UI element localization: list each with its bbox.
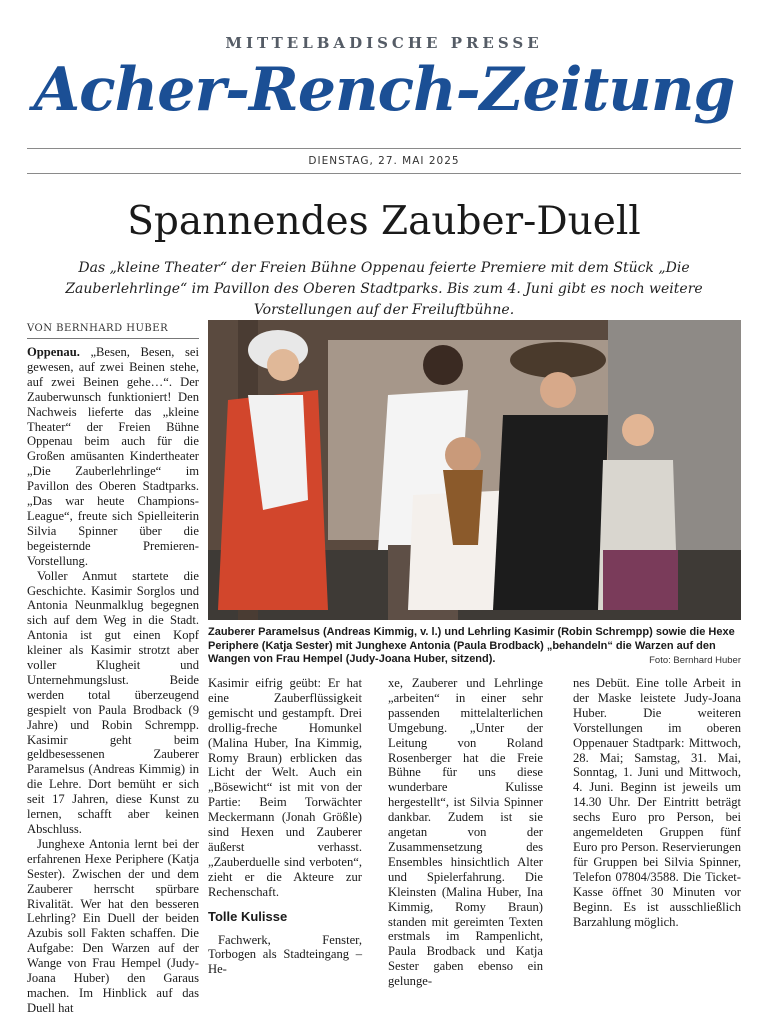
photo-credit: Foto: Bernhard Huber	[649, 655, 741, 666]
article-photo	[208, 320, 741, 620]
stage-scene-illustration	[208, 320, 741, 620]
paragraph-3: Junghexe Antonia lernt bei der erfahrenen Hexe Periphere (Katja Sester). Zwischen der und dem Zauberer herrscht spürbare Rivalität. Wer hat den besseren Lehrling? Ein Duell der beiden Azubis soll Fakten schaffen. Die Aufgabe: Den Warzen auf der Wange von Frau Hempel (Judy-Joana Huber) den Garaus machen. Im Hinblick auf das Duell hat	[27, 836, 199, 1015]
article-column-4	[573, 676, 741, 929]
article-column-1	[27, 345, 199, 1015]
article-column-3	[388, 676, 543, 989]
paragraph-1	[27, 345, 199, 569]
masthead-subtitle: MITTELBADISCHE PRESSE	[225, 34, 543, 52]
dateline: Oppenau.	[27, 345, 80, 359]
paragraph-4: Kasimir eifrig geübt: Er hat eine Zauberflüssigkeit gemischt und gestampft. Drei drollig-freche Homunkel (Malina Huber, Ina Kimmig, Romy Braun) erblicken das Licht der Welt. Auch ein „Bösewicht“ ist mit von der Partie: Beim Torwächter Meckermann (Jonah Größle) sind Hexen und Zauberer äußerst verhasst. „Zauberduelle sind verboten“, zieht er die Akteure zur Rechenschaft.	[208, 676, 362, 899]
author-rule	[27, 338, 199, 339]
article-headline: Spannendes Zauber-Duell	[127, 199, 641, 244]
masthead-rule-bottom	[27, 173, 741, 174]
subheading-tolle-kulisse: Tolle Kulisse	[208, 908, 288, 924]
masthead-rule-top	[27, 148, 741, 149]
paragraph-5: Fachwerk, Fenster, Torbogen als Stadteingang – He-	[208, 932, 362, 977]
article-column-2	[208, 676, 362, 977]
paragraph-6: xe, Zauberer und Lehrlinge „arbeiten“ in einer sehr passenden mittelalterlichen Umgebung. „Unter der Leitung von Roland Rosenberger hat die Freie Bühne für uns diese wunderbare Kulisse hergestellt“, ist Silvia Spinner dankbar. Zudem ist sie angetan von der Zusammensetzung des Ensembles hinsichtlich Alter und Spielerfahrung. Die Kleinsten (Malina Huber, Ina Kimmig, Romy Braun) standen mit gereimten Texten erstmals im Rampenlicht, Paula Brodback und Katja Sester gaben ebenso ein gelunge-	[388, 676, 543, 989]
article-author: VON BERNHARD HUBER	[27, 323, 169, 334]
article-lead: Das „kleine Theater“ der Freien Bühne Oppenau feierte Premiere mit dem Stück „Die Zauberlehrlinge“ im Pavillon des Oberen Stadtparks. Bis zum 4. Juni gibt es noch weitere Vorstellungen auf der Freiluftbühne.	[65, 260, 703, 318]
issue-date: DIENSTAG, 27. MAI 2025	[308, 155, 460, 167]
paragraph-1-text: „Besen, Besen, sei gewesen, auf zwei Beinen stehe, auf zwei Beinen gehe…“. Der Zauberwunsch funktioniert! Den Nachweis lieferte das „kleine Theater“ der Freien Bühne Oppenau beim auch für die Großen amüsanten Kindertheater „Die Zauberlehrlinge“ im Pavillon des Oberen Stadtparks. „Das war heute Champions-League“, freute sich Spielleiterin Silvia Spinner über die begeisternde Premieren-Vorstellung.	[27, 345, 199, 568]
paragraph-7: nes Debüt. Eine tolle Arbeit in der Maske leistete Judy-Joana Huber. Die weiteren Vorstellungen im oberen Oppenauer Stadtpark: Mittwoch, 28. Mai; Samstag, 31. Mai, Sonntag, 1. Juni und Mittwoch, 4. Juni. Beginn ist jeweils um 14.30 Uhr. Der Eintritt beträgt sechs Euro pro Person, bei angemeldeten Gruppen fünf Euro pro Person. Reservierungen für Gruppen bei Silvia Spinner, Telefon 07804/3588. Die Ticket-Kasse öffnet 30 Minuten vor Beginn. Es ist ausschließlich Barzahlung möglich.	[573, 676, 741, 929]
masthead-title: Acher-Rench-Zeitung	[33, 55, 735, 125]
photo-caption: Zauberer Paramelsus (Andreas Kimmig, v. l.) und Lehrling Kasimir (Robin Schrempp) sowie die Hexe Periphere (Katja Sester) mit Junghexe Antonia (Paula Brodback) „behandeln“ die Warzen auf den Wangen von Frau Hempel (Judy-Joana Huber, sitzend).	[208, 626, 735, 665]
paragraph-2: Voller Anmut startete die Geschichte. Kasimir Sorglos und Antonia Neunmalklug begegnen sich auf dem Weg in die Stadt. Antonia ist gut einen Kopf kleiner als Kasimir strotzt aber voller Klugheit und Unternehmungslust. Beide werden total überzeugend gespielt von Paula Brodback (9 Jahre) und Robin Schrempp. Kasimir geht beim geldbesessenen Zauberer Paramelsus (Andreas Kimmig) in die Lehre. Dort bemüht er sich seit 17 Jahren, diese Kunst zu lernen, schafft aber keinen Abschluss.	[27, 568, 199, 836]
